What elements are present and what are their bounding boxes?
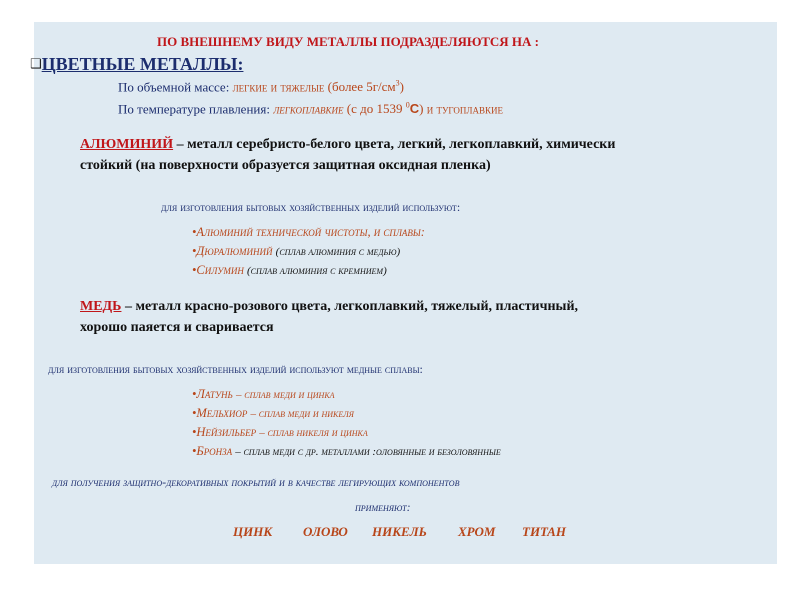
aluminum-description-line2: стойкий (на поверхности образуется защитная оксидная пленка): [80, 158, 491, 173]
copper-list-item: •Мельхиор – сплав меди и никеля: [192, 406, 354, 420]
aluminum-list-item: •Силумин (сплав алюминия с кремнием): [192, 263, 387, 277]
coating-metal: ОЛОВО: [303, 524, 348, 539]
aluminum-list-item: •Дюралюминий (сплав алюминия с медью): [192, 244, 401, 258]
aluminum-description-line1: [80, 137, 615, 153]
checkbox-bullet-icon: ❑: [30, 57, 42, 72]
copper-description-line1: [80, 299, 578, 315]
section-heading: [30, 54, 243, 75]
copper-list-item: •Латунь – сплав меди и цинка: [192, 387, 335, 401]
copper-list-item: •Бронза – сплав меди с др. металлами :оловянные и безоловянные: [192, 444, 501, 458]
aluminum-desc1: – металл серебристо-белого цвета, легкий, легкоплавкий, химически: [176, 137, 616, 152]
copper-name: МЕДЬ: [80, 299, 122, 314]
copper-desc1: – металл красно-розового цвета, легкоплавкий, тяжелый, пластичный,: [124, 299, 579, 314]
copper-list-item: •Нейзильбер – сплав никеля и цинка: [192, 425, 368, 439]
aluminum-list-item: •Алюминий технической чистоты, и сплавы:: [192, 225, 425, 239]
coating-metal: НИКЕЛЬ: [372, 524, 427, 539]
section-heading-text: ЦВЕТНЫЕ МЕТАЛЛЫ:: [41, 54, 244, 74]
mass-threshold: (более $5г/см^3$): [327, 79, 405, 95]
slide-title: ПО ВНЕШНЕМУ ВИДУ МЕТАЛЛЫ ПОДРАЗДЕЛЯЮТСЯ НА :: [157, 34, 540, 49]
coating-metal: ХРОМ: [458, 524, 496, 539]
melting-fusible: легкоплавкие: [273, 101, 344, 117]
classification-mass: [118, 79, 404, 95]
coating-metal: ЦИНК: [233, 524, 273, 539]
mass-label: По объемной массе:: [118, 79, 230, 95]
coatings-heading-line2: применяют:: [355, 500, 411, 514]
copper-description-line2: хорошо паяется и сваривается: [80, 320, 274, 335]
aluminum-name: АЛЮМИНИЙ: [80, 137, 174, 152]
coatings-heading-line1: для получения защитно-декоративных покрытий и в качестве легирующих компонентов: [52, 475, 460, 489]
classification-melting: [118, 101, 503, 117]
melting-refractory: и тугоплавкие: [426, 101, 503, 117]
mass-types: легкие и тяжелые: [232, 79, 325, 95]
melting-threshold: (с до 1539 $^0$С): [346, 101, 424, 117]
aluminum-use-heading: для изготовления бытовых хозяйственных изделий используют:: [161, 200, 461, 214]
copper-use-heading: для изготовления бытовых хозяйственных изделий используют медные сплавы:: [48, 362, 423, 376]
coating-metal: ТИТАН: [522, 524, 566, 539]
melting-label: По температуре плавления:: [118, 101, 270, 117]
